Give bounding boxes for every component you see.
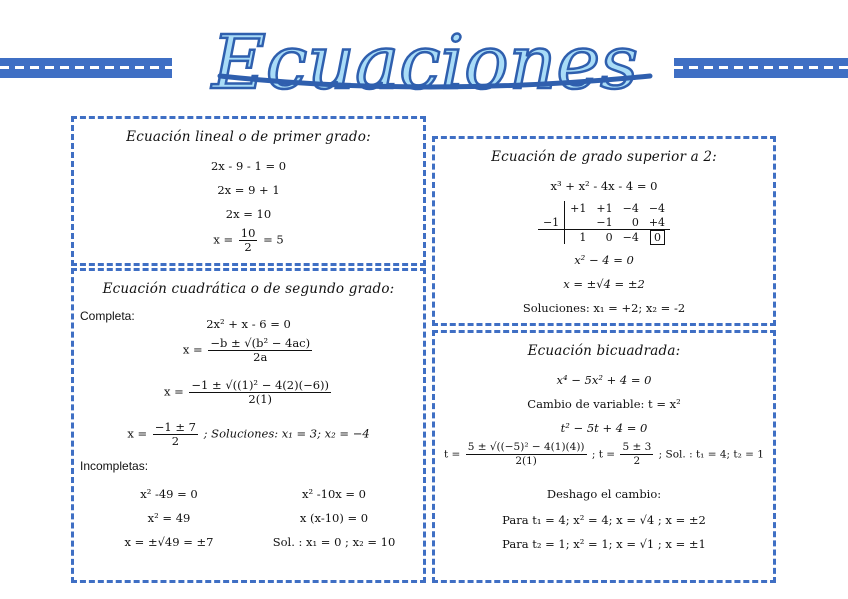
incomplete-left-2: x² = 49 <box>147 511 191 525</box>
quadratic-formula <box>74 337 423 364</box>
incompletas-label: Incompletas: <box>80 459 149 473</box>
back-substitution-1: Para t₁ = 4; x² = 4; x = √4 ; x = ±2 <box>502 513 706 527</box>
panel-cuadratica <box>71 268 426 583</box>
fraction <box>189 379 331 406</box>
panel-grado-superior <box>432 136 776 326</box>
header-band-left <box>0 58 172 78</box>
coef: −1 <box>596 215 613 229</box>
denominator: 2(1) <box>515 455 537 467</box>
equation: x⁴ − 5x² + 4 = 0 <box>556 373 652 387</box>
variable-change: Cambio de variable: t = x² <box>527 397 681 411</box>
numerator: 5 ± 3 <box>622 441 652 453</box>
denominator: 2 <box>244 240 252 254</box>
panel-bicuadrada <box>432 330 776 583</box>
coef: 1 <box>565 230 592 245</box>
equation: 2x² + x - 6 = 0 <box>206 317 291 331</box>
numerator: 10 <box>240 226 256 240</box>
back-substitution-2: Para t₂ = 1; x² = 1; x = √1 ; x = ±1 <box>502 537 706 551</box>
solutions: ; Soluciones: x₁ = 3; x₂ = −4 <box>203 426 370 441</box>
result <box>74 421 423 448</box>
equation: x² − 4 = 0 <box>574 253 634 267</box>
denominator: 2 <box>171 434 180 448</box>
coef: −4 <box>618 230 644 245</box>
incomplete-left-1: x² -49 = 0 <box>140 487 198 501</box>
numerator: −b ± √(b² − 4ac) <box>210 336 311 350</box>
coef: 0 <box>591 230 617 245</box>
bicuadrada-formula <box>435 441 773 468</box>
equation: t² − 5t + 4 = 0 <box>560 421 648 435</box>
coef: −4 <box>622 201 639 215</box>
eq-prefix: x = <box>163 384 184 399</box>
eq-prefix: x = <box>127 426 148 441</box>
denominator: 2(1) <box>248 392 273 406</box>
equation: 2x - 9 - 1 = 0 <box>210 159 287 173</box>
numerator: −1 ± √((1)² − 4(2)(−6)) <box>191 378 330 392</box>
coef <box>565 215 592 230</box>
coef: 0 <box>631 215 639 229</box>
fraction <box>208 337 312 364</box>
incomplete-left-3: x = ±√49 = ±7 <box>124 535 214 549</box>
coef: +1 <box>596 201 613 215</box>
fraction <box>153 421 198 448</box>
panel-heading: Ecuación lineal o de primer grado: <box>126 129 371 145</box>
equation: 2x = 9 + 1 <box>217 183 280 197</box>
panel-heading: Ecuación cuadrática o de segundo grado: <box>102 281 395 297</box>
fraction <box>466 441 587 468</box>
eq-prefix: x = <box>182 342 203 357</box>
title-lettering <box>180 6 670 118</box>
solutions: Soluciones: x₁ = +2; x₂ = -2 <box>522 301 686 315</box>
denominator: 2 <box>633 455 641 467</box>
incomplete-right-1: x² -10x = 0 <box>301 487 367 501</box>
completa-label: Completa: <box>80 309 135 323</box>
eq-prefix: x = <box>213 232 234 247</box>
fraction-equation <box>74 227 423 254</box>
coef: −4 <box>648 201 666 215</box>
panel-heading: Ecuación de grado superior a 2: <box>491 149 717 165</box>
equation: x³ + x² - 4x - 4 = 0 <box>550 179 658 193</box>
ruffini-table <box>538 201 670 244</box>
coef: +1 <box>565 201 592 215</box>
equation: 2x = 10 <box>225 207 272 221</box>
eq-middle: ; t = <box>591 448 616 461</box>
fraction <box>620 441 653 468</box>
ruffini-scheme <box>435 201 773 244</box>
equation: x = ±√4 = ±2 <box>563 277 645 291</box>
panel-lineal <box>71 116 426 266</box>
eq-prefix: t = <box>444 448 461 461</box>
numerator: −1 ± 7 <box>154 420 196 434</box>
solutions: ; Sol. : t₁ = 4; t₂ = 1 <box>658 448 764 461</box>
substitution <box>74 379 423 406</box>
remainder: 0 <box>650 230 665 245</box>
coef: +4 <box>648 215 666 229</box>
fraction <box>239 227 258 254</box>
deshago-label: Deshago el cambio: <box>546 487 662 501</box>
incomplete-right-3: Sol. : x₁ = 0 ; x₂ = 10 <box>272 535 396 549</box>
page-title: Ecuaciones <box>211 20 639 106</box>
numerator: 5 ± √((−5)² − 4(1)(4)) <box>467 441 585 453</box>
incomplete-right-2: x (x-10) = 0 <box>299 511 369 525</box>
header-band-right <box>674 58 848 78</box>
panel-heading: Ecuación bicuadrada: <box>527 343 681 359</box>
eq-suffix: = 5 <box>263 232 284 247</box>
denominator: 2a <box>253 350 268 364</box>
ruffini-root: −1 <box>542 215 560 229</box>
